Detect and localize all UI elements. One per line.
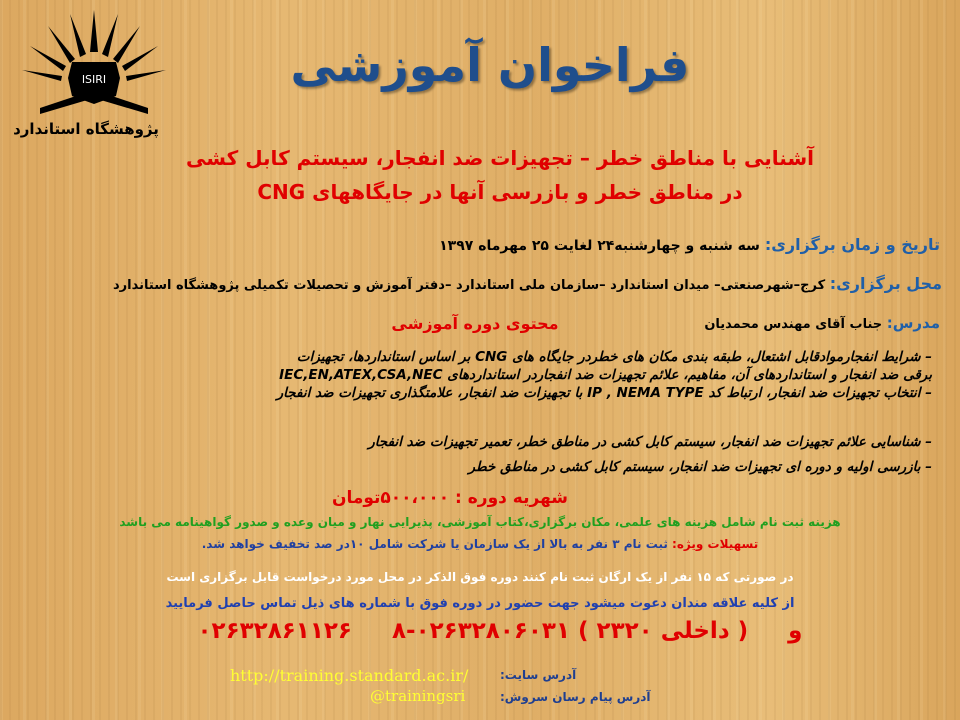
course-fee: شهریه دوره : ۵۰۰،۰۰۰تومان — [331, 488, 569, 508]
group-note: در صورتی که ۱۵ نفر از یک ارگان ثبت نام کنند دوره فوق الذکر در محل مورد درخواست قابل برگزاری است — [166, 570, 794, 584]
sorush-id[interactable]: @trainingsri — [370, 687, 466, 705]
content-item: – شناسایی علائم تجهیزات ضد انفجار، سیستم کابل کشی در مناطق خطر، تعمیر تجهیزات ضد انفجار — [368, 434, 932, 450]
site-label: آدرس سایت: — [500, 668, 577, 682]
content-item: – شرایط انفجارموادقابل اشتعال، طبقه بندی مکان های خطردر جایگاه های CNG بر اساس استانداردها، تجهیزات — [296, 349, 932, 365]
teacher-row — [700, 314, 940, 332]
date-label: تاریخ و زمان برگزاری: — [764, 235, 940, 254]
course-title-line1: آشنایی با مناطق خطر – تجهیزات ضد انفجار، سیستم کابل کشی — [186, 146, 814, 170]
content-title: محتوی دوره آموزشی — [391, 314, 559, 333]
institute-logo — [20, 4, 168, 116]
date-row — [40, 235, 940, 254]
sorush-label: آدرس پیام رسان سروش: — [500, 690, 651, 704]
place-row — [22, 274, 942, 293]
svg-text:ISIRI: ISIRI — [81, 73, 107, 86]
teacher-label: مدرس: — [886, 314, 940, 332]
discount-value: ثبت نام ۳ نفر به بالا از یک سازمان یا شرکت شامل ۱۰در صد تخفیف خواهد شد. — [201, 537, 668, 551]
place-label: محل برگزاری: — [829, 274, 942, 293]
institute-name: پژوهشگاه استاندارد — [13, 120, 159, 138]
teacher-value: جناب آقای مهندس محمدیان — [704, 317, 883, 332]
content-item: برقی ضد انفجار و استانداردهای آن، مفاهیم، علائم تجهیزات ضد انفجاردر استانداردهای IEC,EN,ATEX,CSA,NEC — [279, 367, 932, 383]
site-link[interactable]: http://training.standard.ac.ir/ — [230, 666, 469, 685]
content-item: – انتخاب تجهیزات ضد انفجار، ارتباط کد IP , NEMA TYPE با تجهیزات ضد انفجار، علامتگذاری تجهیزات ضد انفجار — [276, 385, 932, 401]
course-title-line2: در مناطق خطر و بازرسی آنها در جایگاههای CNG — [257, 180, 743, 204]
phone-numbers: ۰۲۶۳۲۸۶۱۱۲۶ و ( داخلی ۲۳۲۰ ) ۰۲۶۳۲۸۰۶۰۳۱-۸ — [197, 618, 803, 644]
place-value: کرج–شهرصنعتی– میدان استاندارد –سازمان ملی استاندارد –دفتر آموزش و تحصیلات تکمیلی پژوهشگاه استاندارد — [113, 278, 826, 293]
invite-text: از کلیه علاقه مندان دعوت میشود جهت حضور در دوره فوق با شماره های ذیل تماس حاصل فرمایید — [165, 596, 795, 611]
page-title: فراخوان آموزشی — [290, 38, 690, 92]
date-value: سه شنبه و چهارشنبه۲۴ لغایت ۲۵ مهرماه ۱۳۹۷ — [439, 238, 760, 254]
discount-label: تسهیلات ویژه: — [672, 537, 759, 551]
fee-note: هزینه ثبت نام شامل هزینه های علمی، مکان برگزاری،کتاب آموزشی، پذیرایی نهار و میان وعده و صدور گواهینامه می باشد — [119, 515, 841, 529]
content-item: – بازرسی اولیه و دوره ای تجهیزات ضد انفجار، سیستم کابل کشی در مناطق خطر — [468, 459, 932, 475]
discount-row — [30, 537, 930, 551]
